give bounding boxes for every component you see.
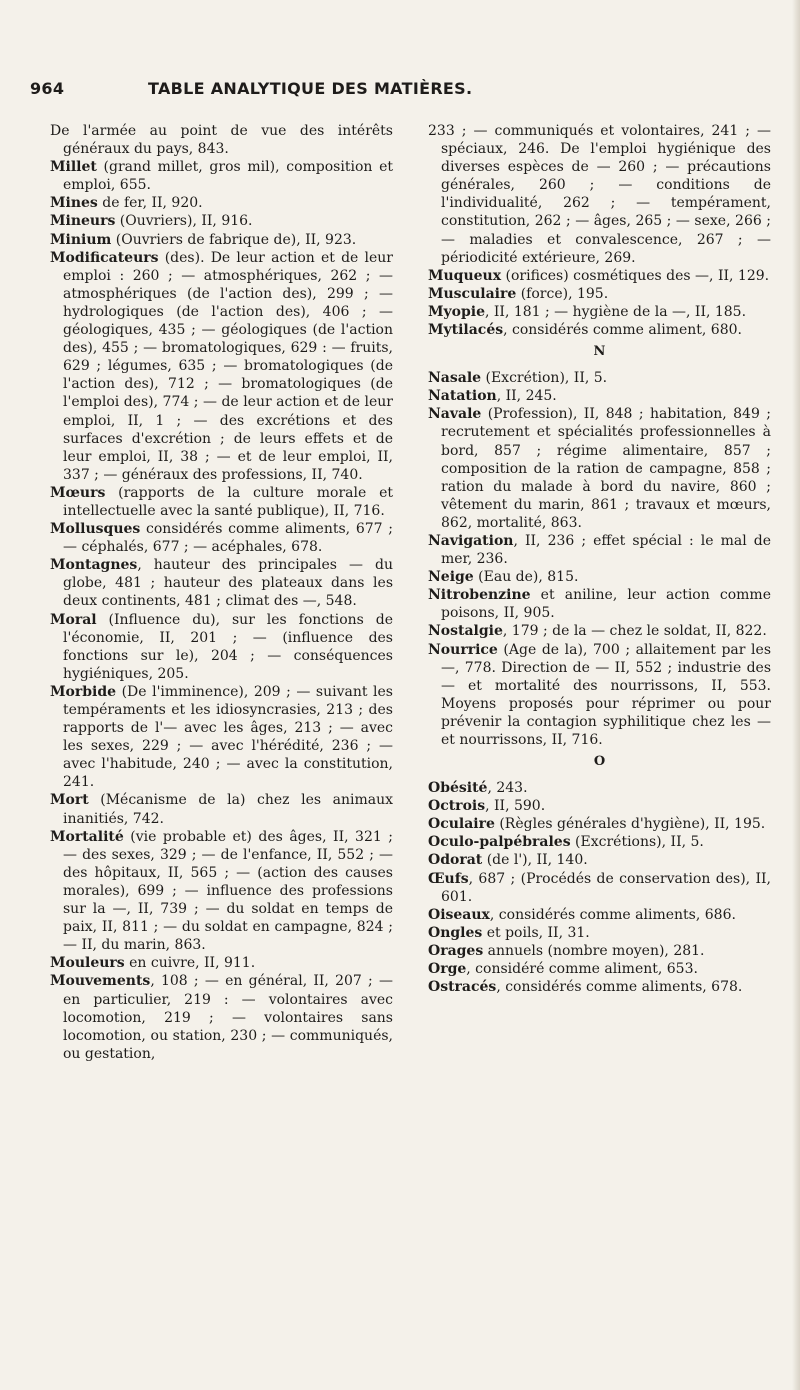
index-entry-term: Modificateurs <box>50 249 159 266</box>
index-entry <box>428 285 771 303</box>
index-entry-text: , considérés comme aliment, 680. <box>503 322 742 339</box>
index-entry-text: de fer, II, 920. <box>97 195 203 212</box>
index-entry-text: , II, 236 ; effet spécial : le mal de mer, 236. <box>441 532 771 568</box>
index-entry-term: Mouvements <box>50 973 151 990</box>
index-entry-text: (rapports de la culture morale et intellectuelle avec la santé publique), II, 716. <box>63 484 393 519</box>
index-entry-term: Neige <box>428 569 474 586</box>
index-entry-term: Mytilacés <box>428 322 504 339</box>
index-entry-term: Moral <box>50 611 97 628</box>
index-entry <box>50 520 393 556</box>
index-entry-text: (grand millet, gros mil), composition et emploi, 655. <box>63 159 393 194</box>
index-entry-term: Ongles <box>428 924 483 941</box>
index-entry-term: Navigation <box>428 532 514 549</box>
index-entry <box>428 641 771 750</box>
index-entry <box>428 833 771 851</box>
index-entry-text: (Eau de), 815. <box>473 569 579 586</box>
section-letter: O <box>593 754 606 770</box>
index-entry-text: (Age de la), 700 ; allaitement par les —, 778. Direction de — II, 552 ; industrie des — et mortalité des nourrissons, II, 553. Moyens proposés pour réprimer ou pour prévenir la contagion syphilitique chez les — et nourrissons, II, 716. <box>441 641 771 748</box>
index-entry <box>50 122 393 158</box>
index-entry <box>50 683 393 792</box>
index-entry-text: (des). De leur action et de leur emploi : 260 ; — atmosphériques, 262 ; — atmosphériques (de l'action des), 299 ; — hydrologiques (de l'action des), 406 ; — géologiques, 435 ; — géologiques (de l'action des), 455 ; — bromatologiques, 629 : — fruits, 629 ; légumes, 635 ; — bromatologiques (de l'action des), 712 ; — bromatologiques (de l'emploi des), 774 ; — de leur action et de leur emploi, II, 1 ; — des excrétions et des surfaces d'excrétion ; de leurs effets et de leur emploi, II, 38 ; — et de leur emploi, II, 337 ; — généraux des professions, II, 740. <box>63 249 393 483</box>
index-entry-term: Mouleurs <box>50 955 125 972</box>
index-entry-text: (Règles générales d'hygiène), II, 195. <box>494 816 766 833</box>
index-entry-text: , 243. <box>487 780 528 797</box>
index-entry-term: Nostalgie <box>428 623 503 640</box>
index-entry-term: Mort <box>50 792 89 809</box>
index-entry-text: De l'armée au point de vue des intérêts généraux du pays, 843. <box>50 123 393 158</box>
index-entry-text: (De l'imminence), 209 ; — suivant les tempéraments et les idiosyncrasies, 213 ; des rapports de l'— avec les âges, 213 ; — avec les sexes, 229 ; — avec l'hérédité, 236 ; — avec l'habitude, 240 ; — avec la constitution, 241. <box>63 683 393 791</box>
index-entry-text: (Influence du), sur les fonctions de l'économie, II, 201 ; — (influence des fonctions sur le), 204 ; — conséquences hygiéniques, 205. <box>63 611 393 682</box>
index-entry <box>428 870 771 906</box>
index-entry <box>50 194 393 212</box>
index-entry-text: (orifices) cosmétiques des —, II, 129. <box>501 267 770 284</box>
index-entry-text: , II, 245. <box>496 388 557 405</box>
index-entry-text: , considérés comme aliments, 678. <box>496 979 743 996</box>
index-entry-text: , II, 181 ; — hygiène de la —, II, 185. <box>484 303 747 320</box>
index-entry <box>50 484 393 520</box>
index-entry-term: Nourrice <box>428 641 498 658</box>
index-entry-term: Nasale <box>428 370 482 387</box>
index-entry <box>428 906 771 924</box>
index-entry-text: annuels (nombre moyen), 281. <box>483 942 705 959</box>
index-entry-term: Oiseaux <box>428 906 490 923</box>
page-header <box>30 79 590 101</box>
index-entry-term: Obésité <box>428 780 488 797</box>
index-entry-term: Natation <box>428 388 497 405</box>
index-column-left <box>50 122 393 1063</box>
index-entry-term: Muqueux <box>428 267 502 284</box>
index-entry <box>428 779 771 797</box>
index-entry <box>50 158 393 194</box>
index-entry-term: Mortalité <box>50 828 124 845</box>
index-entry <box>50 231 393 249</box>
index-entry-term: Orages <box>428 942 484 959</box>
index-entry <box>428 532 771 568</box>
index-entry-term: Octrois <box>428 798 486 815</box>
index-entry <box>50 828 393 955</box>
index-entry <box>50 212 393 230</box>
index-entry-text: (Mécanisme de la) chez les animaux inanitiés, 742. <box>63 792 393 827</box>
index-entry-text: et aniline, leur action comme poisons, II, 905. <box>441 587 771 622</box>
index-entry <box>50 556 393 610</box>
index-entry <box>50 954 393 972</box>
page-number: 964 <box>30 79 65 98</box>
index-entry-term: Mines <box>50 195 98 212</box>
section-letter: N <box>593 344 606 360</box>
index-entry-term: Mineurs <box>50 213 116 230</box>
index-entry-text: (vie probable et) des âges, II, 321 ; — des sexes, 329 ; — de l'enfance, II, 552 ; — des hôpitaux, II, 565 ; — (action des causes morales), 699 ; — influence des professions sur la —, II, 739 ; — du soldat en temps de paix, II, 811 ; — du soldat en campagne, 824 ; — II, du marin, 863. <box>63 828 393 954</box>
index-entry-term: Orge <box>428 961 467 978</box>
index-entry-term: Ostracés <box>428 979 497 996</box>
index-entry-text: (Ouvriers de fabrique de), II, 923. <box>111 231 357 248</box>
index-entry <box>428 942 771 960</box>
index-entry-text: (Excrétion), II, 5. <box>481 370 608 387</box>
index-entry <box>50 249 393 484</box>
index-entry-text: en cuivre, II, 911. <box>124 955 256 972</box>
index-entry-term: Musculaire <box>428 285 517 302</box>
index-entry-term: Oculo-palpébrales <box>428 834 571 851</box>
index-entry <box>428 622 771 640</box>
index-entry <box>50 791 393 827</box>
index-entry <box>428 978 771 996</box>
index-entry-text: , 108 ; — en général, II, 207 ; — en particulier, 219 : — volontaires avec locomotion, 219 ; — volontaires sans locomotion, ou station, 230 ; — communiqués, ou gestation, <box>63 973 393 1062</box>
index-entry-text: (Ouvriers), II, 916. <box>115 213 253 230</box>
index-entry-text: , II, 590. <box>485 798 546 815</box>
page-edge <box>792 0 800 1390</box>
index-entry <box>428 586 771 622</box>
index-entry <box>428 267 771 285</box>
index-entry-term: Myopie <box>428 303 485 320</box>
index-entry-text: (Excrétions), II, 5. <box>570 834 704 851</box>
index-entry <box>428 369 771 387</box>
index-entry-term: Mœurs <box>50 484 106 501</box>
index-entry <box>428 303 771 321</box>
index-entry-text: (force), 195. <box>516 285 609 302</box>
index-entry <box>428 960 771 978</box>
index-entry-term: Nitrobenzine <box>428 587 531 604</box>
index-column-right <box>428 122 771 996</box>
index-entry-text: , considérés comme aliments, 686. <box>489 906 736 923</box>
index-entry-text: , hauteur des principales — du globe, 481 ; hauteur des plateaux dans les deux continents, 481 ; climat des —, 548. <box>63 557 393 610</box>
index-entry <box>428 815 771 833</box>
index-entry <box>428 851 771 869</box>
index-entry <box>428 321 771 339</box>
index-entry-text: 233 ; — communiqués et volontaires, 241 ; — spéciaux, 246. De l'emploi hygiénique des diverses espèces de — 260 ; — précautions générales, 260 ; — conditions de l'individualité, 262 ; — tempérament, constitution, 262 ; — âges, 265 ; — sexe, 266 ; — maladies et convalescence, 267 ; — périodicité extérieure, 269. <box>428 123 771 266</box>
index-entry <box>50 972 393 1062</box>
index-entry-term: Morbide <box>50 683 117 700</box>
index-entry-term: Odorat <box>428 852 483 869</box>
index-entry-term: Montagnes <box>50 557 138 574</box>
index-entry-term: Œufs <box>428 870 469 887</box>
index-entry <box>428 568 771 586</box>
index-entry-text: (Profession), II, 848 ; habitation, 849 ; recrutement et spécialités professionnelles à bord, 857 ; régime alimentaire, 857 ; composition de la ration de campagne, 858 ; ration du malade à bord du navire, 860 ; vêtement du marin, 861 ; travaux et mœurs, 862, mortalité, 863. <box>441 406 771 531</box>
index-entry-term: Millet <box>50 159 97 176</box>
index-entry <box>428 122 771 267</box>
index-entry-term: Minium <box>50 231 112 248</box>
index-entry-text: (de l'), II, 140. <box>482 852 588 869</box>
index-entry <box>428 797 771 815</box>
index-entry-term: Mollusques <box>50 521 141 538</box>
index-entry-term: Navale <box>428 406 482 423</box>
index-entry-text: , considéré comme aliment, 653. <box>466 961 698 978</box>
index-entry-term: Oculaire <box>428 816 495 833</box>
index-entry <box>428 405 771 532</box>
index-entry-text: , 179 ; de la — chez le soldat, II, 822. <box>502 623 767 640</box>
index-entry <box>50 611 393 683</box>
index-entry <box>428 924 771 942</box>
index-entry <box>428 387 771 405</box>
index-entry-text: considérés comme aliments, 677 ; — céphalés, 677 ; — acéphales, 678. <box>63 521 393 556</box>
index-entry-text: , 687 ; (Procédés de conservation des), II, 601. <box>441 870 771 905</box>
running-title: TABLE ANALYTIQUE DES MATIÈRES. <box>148 79 473 98</box>
index-entry-text: et poils, II, 31. <box>482 924 590 941</box>
